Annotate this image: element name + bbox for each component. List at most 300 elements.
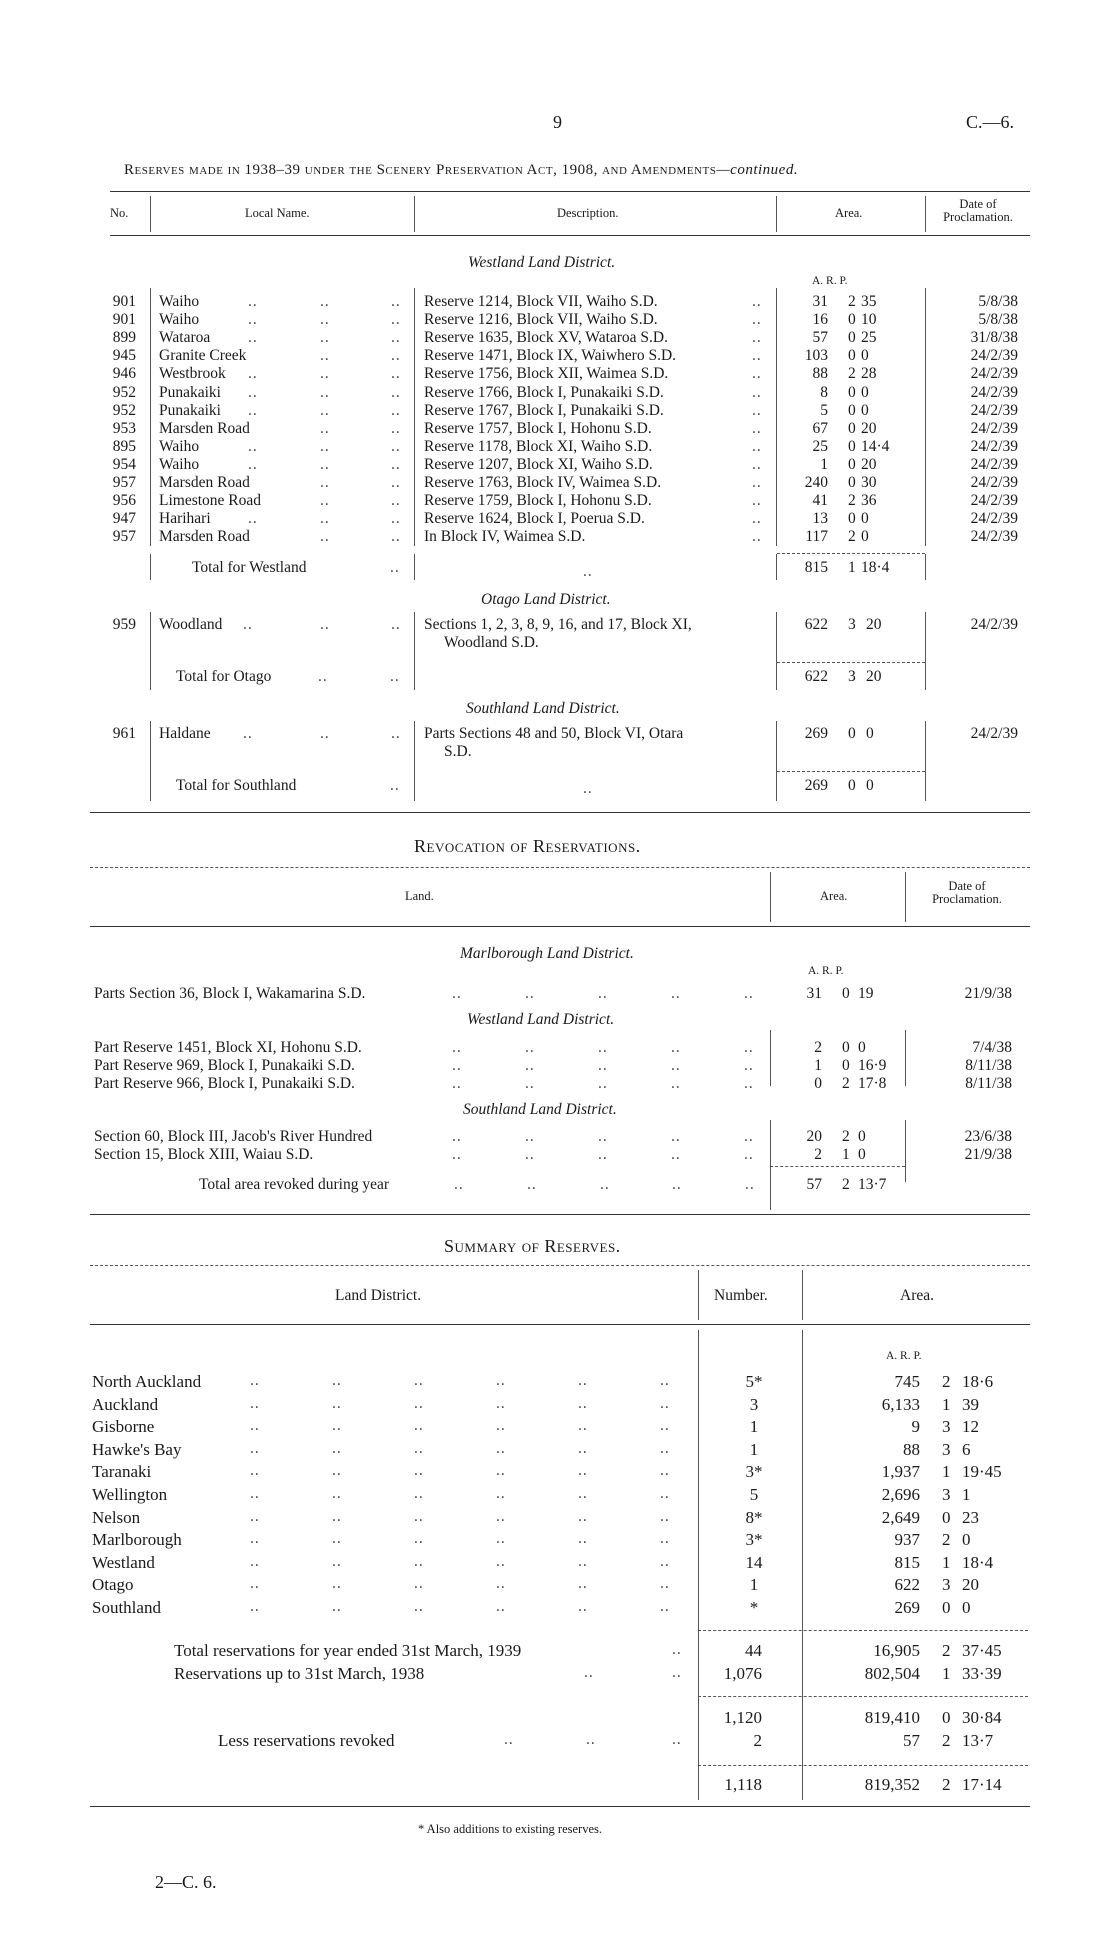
leader-dots: .. [752, 492, 762, 510]
summary-district: Gisborne [92, 1417, 155, 1437]
reserves-title: Reserves made in 1938–39 under the Scenery Preservation Act, 1908, and Amendments—continued. [124, 162, 799, 178]
revoked-acres: 2 [814, 1039, 822, 1056]
leader-dots: .. [248, 401, 258, 419]
leader-dots: .. [744, 985, 754, 1002]
leader-dots: .. [525, 1057, 535, 1074]
westland-heading: Westland Land District. [468, 254, 616, 271]
revoked-date: 7/4/38 [972, 1039, 1012, 1056]
leader-dots: .. [332, 1530, 342, 1548]
reserve-description: Reserve 1178, Block XI, Waiho S.D. [424, 437, 653, 455]
summary-district: Otago [92, 1575, 134, 1595]
southland-heading: Southland Land District. [466, 700, 620, 717]
area-roods: 0 [848, 383, 856, 401]
document-code: C.—6. [966, 112, 1015, 132]
leader-dots: .. [332, 1575, 342, 1593]
summary-district: Nelson [92, 1507, 141, 1527]
leader-dots: .. [752, 401, 762, 419]
leader-dots: .. [248, 365, 258, 383]
revoked-date: 8/11/38 [965, 1057, 1012, 1074]
summary-perches: 12 [962, 1417, 979, 1437]
summary-number: 5 [749, 1485, 759, 1504]
revoked-perches: 19 [858, 985, 874, 1002]
revocation-column-date: Date of Proclamation. [932, 879, 1002, 906]
reserve-number: 956 [112, 492, 136, 510]
area-perches: 10 [861, 311, 877, 329]
area-roods: 0 [848, 474, 856, 491]
leader-dots: .. [332, 1439, 342, 1457]
revoked-roods: 1 [842, 1146, 850, 1163]
proclamation-date: 24/2/39 [970, 401, 1018, 419]
leader-dots: .. [525, 1146, 535, 1163]
area-units: A. R. P. [812, 275, 848, 287]
southland-local-name: Haldane [159, 725, 211, 742]
otago-total-acres: 622 [804, 668, 828, 685]
reserve-description: Reserve 1214, Block VII, Waiho S.D. [424, 293, 658, 310]
summary-district: Auckland [92, 1394, 159, 1414]
area-acres: 57 [812, 329, 828, 347]
reserve-number: 952 [112, 401, 136, 419]
otago-acres: 622 [804, 616, 828, 633]
leader-dots: .. [744, 1057, 754, 1074]
area-perches: 0 [861, 347, 869, 365]
area-roods: 0 [848, 437, 856, 455]
summary-acres: 269 [894, 1598, 920, 1617]
leader-dots: .. [320, 401, 330, 419]
leader-dots: .. [248, 293, 258, 310]
leader-dots: .. [250, 1598, 260, 1615]
leader-dots: .. [320, 293, 330, 310]
summary-number: 1 [749, 1439, 759, 1459]
area-acres: 240 [804, 474, 828, 491]
revoked-perches: 17·8 [858, 1075, 887, 1092]
proclamation-date: 24/2/39 [970, 528, 1018, 546]
leader-dots: .. [414, 1575, 424, 1593]
leader-dots: .. [391, 528, 401, 546]
summary-up-to-label: Reservations up to 31st March, 1938 [174, 1664, 425, 1683]
revocation-column-area: Area. [820, 889, 848, 903]
leader-dots: .. [598, 985, 608, 1002]
reserve-local-name: Harihari [159, 510, 211, 528]
area-acres: 88 [812, 365, 828, 383]
reserve-number: 895 [112, 437, 136, 455]
column-header-description: Description. [557, 206, 619, 220]
leader-dots: .. [248, 329, 258, 347]
revoked-land: Section 60, Block III, Jacob's River Hundred [94, 1128, 373, 1145]
leader-dots: .. [744, 1039, 754, 1056]
leader-dots: .. [671, 1075, 681, 1092]
area-perches: 0 [861, 510, 869, 528]
summary-number: 1 [749, 1575, 759, 1595]
reserve-description: In Block IV, Waimea S.D. [424, 528, 586, 546]
reserve-number: 953 [112, 419, 136, 437]
leader-dots: .. [452, 1057, 462, 1074]
leader-dots: .. [320, 437, 330, 455]
proclamation-date: 24/2/39 [970, 510, 1018, 528]
summary-acres: 88 [903, 1439, 920, 1459]
reserve-local-name: Granite Creek [159, 347, 247, 365]
leader-dots: .. [391, 401, 401, 419]
area-acres: 5 [820, 401, 828, 419]
summary-roods: 0 [942, 1598, 951, 1617]
proclamation-date: 31/8/38 [970, 329, 1018, 347]
column-header-local-name: Local Name. [245, 206, 310, 220]
revoked-roods: 0 [842, 1039, 850, 1056]
leader-dots: .. [525, 1039, 535, 1056]
leader-dots: .. [752, 437, 762, 455]
area-roods: 0 [848, 419, 856, 437]
leader-dots: .. [332, 1394, 342, 1412]
leader-dots: .. [452, 1039, 462, 1056]
leader-dots: .. [752, 311, 762, 329]
otago-date: 24/2/39 [970, 616, 1018, 633]
leader-dots: .. [320, 365, 330, 383]
summary-total-year-number: 44 [745, 1641, 762, 1660]
leader-dots: .. [452, 1075, 462, 1092]
leader-dots: .. [391, 293, 401, 310]
leader-dots: .. [578, 1485, 588, 1502]
summary-total-year-label: Total reservations for year ended 31st March, 1939 [174, 1641, 522, 1660]
summary-number: * [749, 1598, 759, 1617]
reserve-number: 945 [112, 347, 136, 365]
revoked-date: 23/6/38 [964, 1128, 1012, 1145]
revocation-total-acres: 57 [806, 1176, 822, 1193]
leader-dots: .. [332, 1485, 342, 1502]
summary-roods: 0 [942, 1507, 951, 1527]
area-perches: 20 [861, 455, 877, 473]
leader-dots: .. [752, 528, 762, 546]
revocation-column-land: Land. [405, 889, 434, 903]
leader-dots: .. [320, 528, 330, 546]
leader-dots: .. [744, 1075, 754, 1092]
area-acres: 13 [812, 510, 828, 528]
area-acres: 1 [820, 455, 828, 473]
summary-roods: 1 [942, 1552, 951, 1572]
leader-dots: .. [598, 1146, 608, 1163]
reserve-local-name: Waiho [159, 455, 200, 473]
summary-district: Hawke's Bay [92, 1439, 182, 1459]
table-rule [110, 235, 1030, 236]
revocation-title: Revocation of Reservations. [414, 836, 641, 856]
proclamation-date: 24/2/39 [970, 383, 1018, 401]
summary-revoked-label: Less reservations revoked [218, 1731, 395, 1750]
leader-dots: .. [578, 1462, 588, 1480]
area-acres: 103 [804, 347, 828, 365]
leader-dots: .. [391, 419, 401, 437]
leader-dots: .. [248, 383, 258, 401]
leader-dots: .. [496, 1394, 506, 1412]
leader-dots: .. [452, 985, 462, 1002]
leader-dots: .. [250, 1462, 260, 1480]
leader-dots: .. [250, 1417, 260, 1435]
revoked-acres: 0 [814, 1075, 822, 1092]
leader-dots: .. [525, 985, 535, 1002]
leader-dots: .. [578, 1372, 588, 1389]
area-roods: 0 [848, 329, 856, 347]
summary-perches: 20 [962, 1575, 979, 1595]
summary-acres: 937 [894, 1530, 920, 1550]
summary-district: Southland [92, 1598, 161, 1617]
southland-total-acres: 269 [804, 777, 828, 794]
area-roods: 2 [848, 528, 856, 546]
leader-dots: .. [248, 311, 258, 329]
summary-roods: 2 [942, 1372, 951, 1391]
summary-roods: 3 [942, 1439, 951, 1459]
summary-column-number: Number. [714, 1287, 768, 1304]
leader-dots: .. [578, 1598, 588, 1615]
revocation-westland-heading: Westland Land District. [467, 1011, 615, 1028]
area-perches: 35 [861, 293, 877, 310]
leader-dots: .. [744, 1146, 754, 1163]
leader-dots: .. [320, 419, 330, 437]
leader-dots: .. [496, 1530, 506, 1548]
reserve-description: Reserve 1624, Block I, Poerua S.D. [424, 510, 645, 528]
leader-dots: .. [496, 1507, 506, 1525]
leader-dots: .. [578, 1575, 588, 1593]
summary-column-district: Land District. [335, 1287, 422, 1304]
leader-dots: .. [250, 1552, 260, 1570]
summary-number: 1 [749, 1417, 759, 1437]
summary-number: 3* [745, 1462, 763, 1482]
westland-total-acres: 815 [804, 559, 828, 576]
leader-dots: .. [320, 455, 330, 473]
leader-dots: .. [496, 1417, 506, 1435]
area-acres: 117 [805, 528, 828, 546]
area-roods: 0 [848, 401, 856, 419]
leader-dots: .. [752, 365, 762, 383]
leader-dots: .. [332, 1462, 342, 1480]
leader-dots: .. [752, 383, 762, 401]
area-roods: 0 [848, 510, 856, 528]
summary-perches: 19·45 [962, 1462, 1002, 1482]
proclamation-date: 24/2/39 [970, 419, 1018, 437]
summary-roods: 3 [942, 1485, 951, 1504]
summary-district: Marlborough [92, 1530, 182, 1550]
summary-perches: 0 [962, 1530, 971, 1550]
area-roods: 2 [848, 492, 856, 510]
area-acres: 8 [820, 383, 828, 401]
reserve-number: 946 [112, 365, 136, 383]
leader-dots: .. [496, 1575, 506, 1593]
area-perches: 28 [861, 365, 877, 383]
revoked-acres: 31 [806, 985, 822, 1002]
summary-perches: 18·6 [962, 1372, 994, 1391]
summary-roods: 1 [942, 1394, 951, 1414]
leader-dots: .. [752, 347, 762, 365]
leader-dots: .. [391, 329, 401, 347]
leader-dots: .. [752, 419, 762, 437]
leader-dots: .. [414, 1598, 424, 1615]
leader-dots: .. [598, 1075, 608, 1092]
reserve-local-name: Wataroa [159, 329, 211, 347]
leader-dots: .. [598, 1057, 608, 1074]
column-header-area: Area. [835, 206, 863, 220]
area-acres: 31 [812, 293, 828, 310]
revoked-acres: 2 [814, 1146, 822, 1163]
summary-perches: 1 [962, 1485, 971, 1504]
summary-acres: 622 [894, 1575, 920, 1595]
summary-roods: 1 [942, 1462, 951, 1482]
summary-perches: 6 [962, 1439, 971, 1459]
proclamation-date: 5/8/38 [978, 293, 1018, 310]
leader-dots: .. [744, 1128, 754, 1145]
summary-roods: 2 [942, 1530, 951, 1550]
area-roods: 0 [848, 455, 856, 473]
leader-dots: .. [391, 492, 401, 510]
leader-dots: .. [414, 1462, 424, 1480]
otago-reserve-no: 959 [112, 616, 136, 633]
otago-description: Sections 1, 2, 3, 8, 9, 16, and 17, Block XI, [424, 616, 692, 633]
summary-acres: 2,696 [881, 1485, 920, 1504]
revoked-land: Part Reserve 969, Block I, Punakaiki S.D. [94, 1057, 355, 1074]
leader-dots: .. [414, 1507, 424, 1525]
southland-description: Parts Sections 48 and 50, Block VI, Otara [424, 725, 684, 742]
leader-dots: .. [578, 1417, 588, 1435]
leader-dots: .. [320, 347, 330, 365]
leader-dots: .. [598, 1128, 608, 1145]
leader-dots: .. [525, 1128, 535, 1145]
otago-local-name: Woodland [159, 616, 223, 633]
summary-district: North Auckland [92, 1372, 202, 1391]
reserve-local-name: Marsden Road [159, 474, 250, 491]
leader-dots: .. [660, 1530, 670, 1548]
reserve-number: 899 [112, 329, 136, 347]
summary-number: 3 [749, 1394, 759, 1414]
summary-title: Summary of Reserves. [444, 1236, 621, 1256]
revoked-date: 21/9/38 [964, 1146, 1012, 1163]
revocation-total-label: Total area revoked during year [199, 1176, 389, 1193]
leader-dots: .. [320, 474, 330, 491]
summary-acres: 1,937 [881, 1462, 920, 1482]
area-roods: 2 [848, 293, 856, 310]
revoked-roods: 2 [842, 1075, 850, 1092]
summary-perches: 0 [962, 1598, 971, 1617]
summary-district: Taranaki [92, 1462, 152, 1482]
revoked-perches: 16·9 [858, 1057, 887, 1074]
leader-dots: .. [250, 1394, 260, 1412]
leader-dots: .. [391, 510, 401, 528]
leader-dots: .. [496, 1439, 506, 1457]
southland-total-label: Total for Southland [176, 777, 297, 794]
leader-dots: .. [752, 455, 762, 473]
reserve-number: 957 [112, 528, 136, 546]
summary-revoked-number: 2 [753, 1731, 762, 1750]
column-header-no: No. [110, 206, 129, 220]
leader-dots: .. [752, 329, 762, 347]
revocation-southland-heading: Southland Land District. [463, 1101, 617, 1118]
reserve-local-name: Waiho [159, 293, 200, 310]
leader-dots: .. [660, 1372, 670, 1389]
area-perches: 20 [861, 419, 877, 437]
leader-dots: .. [250, 1507, 260, 1525]
footnote: * Also additions to existing reserves. [418, 1822, 603, 1836]
leader-dots: .. [414, 1394, 424, 1412]
summary-number: 3* [745, 1530, 763, 1550]
reserve-local-name: Punakaiki [159, 383, 221, 401]
area-perches: 30 [861, 474, 877, 491]
leader-dots: .. [320, 383, 330, 401]
revoked-perches: 0 [858, 1146, 866, 1163]
reserve-description: Reserve 1207, Block XI, Waiho S.D. [424, 455, 653, 473]
leader-dots: .. [660, 1598, 670, 1615]
reserve-description: Reserve 1635, Block XV, Wataroa S.D. [424, 329, 668, 347]
reserve-description: Reserve 1216, Block VII, Waiho S.D. [424, 311, 658, 329]
reserve-description: Reserve 1757, Block I, Hohonu S.D. [424, 419, 652, 437]
area-perches: 0 [861, 383, 869, 401]
leader-dots: .. [248, 455, 258, 473]
leader-dots: .. [671, 1128, 681, 1145]
leader-dots: .. [250, 1439, 260, 1457]
page-number: 9 [553, 112, 562, 132]
otago-total-label: Total for Otago [176, 668, 272, 685]
reserve-number: 952 [112, 383, 136, 401]
area-roods: 0 [848, 311, 856, 329]
leader-dots: .. [248, 437, 258, 455]
revoked-roods: 2 [842, 1128, 850, 1145]
reserve-description: Reserve 1766, Block I, Punakaiki S.D. [424, 383, 664, 401]
leader-dots: .. [671, 1057, 681, 1074]
leader-dots: .. [414, 1552, 424, 1570]
leader-dots: .. [598, 1039, 608, 1056]
leader-dots: .. [660, 1575, 670, 1593]
area-perches: 25 [861, 329, 877, 347]
leader-dots: .. [414, 1530, 424, 1548]
summary-acres: 745 [894, 1372, 920, 1391]
proclamation-date: 24/2/39 [970, 492, 1018, 510]
leader-dots: .. [496, 1372, 506, 1389]
leader-dots: .. [660, 1507, 670, 1525]
revoked-land: Part Reserve 966, Block I, Punakaiki S.D. [94, 1075, 355, 1092]
summary-acres: 815 [894, 1552, 920, 1572]
summary-perches: 23 [962, 1507, 979, 1527]
westland-total-label: Total for Westland [192, 559, 307, 576]
reserve-number: 954 [112, 455, 136, 473]
leader-dots: .. [660, 1394, 670, 1412]
leader-dots: .. [250, 1530, 260, 1548]
summary-acres: 9 [911, 1417, 920, 1437]
reserve-local-name: Waiho [159, 437, 200, 455]
reserve-number: 957 [112, 474, 136, 491]
leader-dots: .. [320, 510, 330, 528]
leader-dots: .. [578, 1439, 588, 1457]
leader-dots: .. [578, 1394, 588, 1412]
revocation-marlborough-heading: Marlborough Land District. [460, 945, 634, 962]
leader-dots: .. [320, 492, 330, 510]
proclamation-date: 24/2/39 [970, 365, 1018, 383]
revoked-acres: 1 [814, 1057, 822, 1074]
revoked-land: Section 15, Block XIII, Waiau S.D. [94, 1146, 314, 1163]
summary-acres: 2,649 [881, 1507, 920, 1527]
leader-dots: .. [320, 329, 330, 347]
revoked-date: 8/11/38 [965, 1075, 1012, 1092]
reserve-local-name: Waiho [159, 311, 200, 329]
leader-dots: .. [660, 1462, 670, 1480]
leader-dots: .. [248, 510, 258, 528]
revoked-land: Part Reserve 1451, Block XI, Hohonu S.D. [94, 1039, 362, 1056]
reserve-local-name: Marsden Road [159, 528, 250, 546]
reserve-number: 947 [112, 510, 136, 528]
summary-perches: 39 [962, 1394, 979, 1414]
revoked-roods: 0 [842, 1057, 850, 1074]
leader-dots: .. [496, 1462, 506, 1480]
southland-reserve-no: 961 [112, 725, 136, 742]
leader-dots: .. [332, 1598, 342, 1615]
proclamation-date: 24/2/39 [970, 474, 1018, 491]
leader-dots: .. [660, 1552, 670, 1570]
proclamation-date: 24/2/39 [970, 455, 1018, 473]
leader-dots: .. [752, 510, 762, 528]
leader-dots: .. [496, 1598, 506, 1615]
summary-district: Wellington [92, 1485, 168, 1504]
